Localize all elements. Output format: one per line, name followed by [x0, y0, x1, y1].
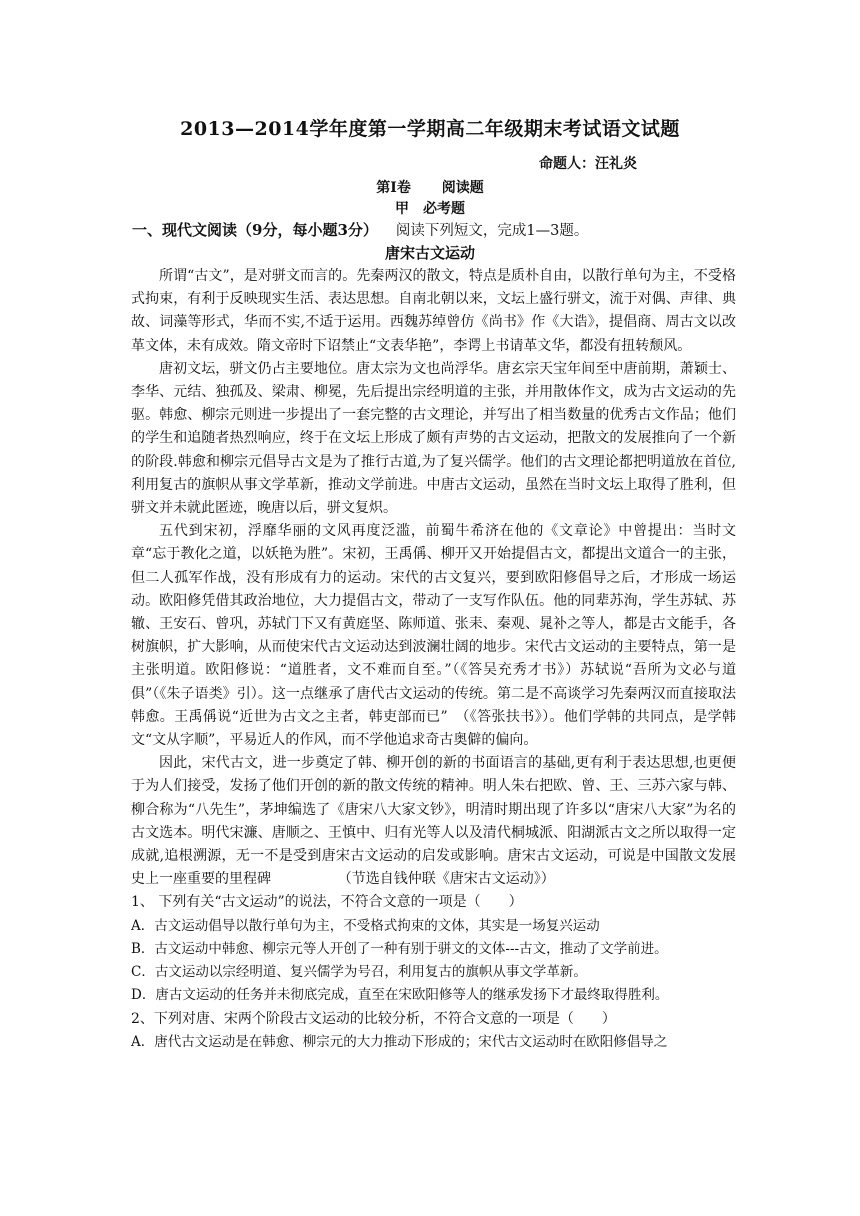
question-option: D．唐古文运动的任务并未彻底完成，直至在宋欧阳修等人的继承发扬下才最终取得胜利。 — [131, 987, 669, 1004]
question-stem: 1、 下列有关“古文运动”的说法，不符合文意的一项是（ ） — [131, 894, 523, 911]
article-title: 唐宋古文运动 — [384, 244, 475, 262]
question-option: B．古文运动中韩愈、柳宗元等人开创了一种有别于骈文的文体---古文，推动了文学前进。 — [131, 940, 668, 957]
question-option: A．唐代古文运动是在韩愈、柳宗元的大力推动下形成的；宋代古文运动时在欧阳修倡导之 — [131, 1033, 668, 1050]
author-line: 命题人：汪礼炎 — [539, 156, 637, 172]
section-heading — [132, 219, 732, 240]
exam-title: 2013—2014学年度第一学期高二年级期末考试语文试题 — [180, 118, 680, 140]
article-paragraph: 唐初文坛，骈文仍占主要地位。唐太宗为文也尚浮华。唐玄宗天宝年间至中唐前期，萧颖士、李华、元结、独孤及、梁肃、柳冕，先后提出宗经明道的主张，并用散体作文，成为古文运动的先驱。韩愈、柳宗元则进一步提出了一套完整的古文理论，并写出了相当数量的优秀古文作品；他们的学生和追随者热烈响应，终于在文坛上形成了颇有声势的古文运动，把散文的发展推向了一个新的阶段.韩愈和柳宗元倡导古文是为了推行古道,为了复兴儒学。他们的古文理论都把明道放在首位,利用复古的旗帜从事文学革新，推动文学前进。中唐古文运动，虽然在当时文坛上取得了胜利，但骈文并未就此匿迹，晚唐以后，骈文复炽。 — [131, 360, 736, 517]
section-title: 一、现代文阅读（9分，每小题3分） — [132, 221, 378, 239]
section-instruction: 阅读下列短文，完成1—3题。 — [395, 223, 589, 239]
question-stem: 2、下列对唐、宋两个阶段古文运动的比较分析，不符合文意的一项是（ ） — [131, 1010, 616, 1027]
volume-heading: 第Ⅰ卷 阅读题 — [376, 180, 484, 196]
question-option: A．古文运动倡导以散行单句为主，不受格式拘束的文体，其实是一场复兴运动 — [131, 917, 600, 934]
article-paragraph-last — [131, 752, 736, 891]
article-paragraph: 五代到宋初，浮靡华丽的文风再度泛滥，前蜀牛希济在他的《文章论》中曾提出：当时文章“忘于教化之道，以妖艳为胜”。宋初，王禹偁、柳开又开始提倡古文，都提出文道合一的主张，但二人孤军作战，没有形成有力的运动。宋代的古文复兴，要到欧阳修倡导之后，才形成一场运动。欧阳修凭借其政治地位，大力提倡古文，带动了一支写作队伍。他的同辈苏洵，学生苏轼、苏辙、王安石、曾巩，苏轼门下又有黄庭坚、陈师道、张耒、秦观、晁补之等人，都是古文能手，各树旗帜，扩大影响，从而使宋代古文运动达到波澜壮阔的地步。宋代古文运动的主要特点，第一是主张明道。欧阳修说：“道胜者，文不难而自至。”（《答吴充秀才书》）苏轼说“吾所为文必与道俱”（《朱子语类》引）。这一点继承了唐代古文运动的传统。第二是不高谈学习先秦两汉而直接取法韩愈。王禹偁说“近世为古文之主者，韩吏部而已” （《答张扶书》）。他们学韩的共同点，是学韩文“文从字顺”，平易近人的作风，而不学他追求奇古奥僻的偏向。 — [131, 523, 736, 749]
subsection-heading: 甲 必考题 — [395, 201, 465, 217]
article-source: （节选自钱仲联《唐宋古文运动》） — [337, 871, 555, 888]
article-body — [131, 265, 736, 1054]
article-paragraph: 所谓“古文”，是对骈文而言的。先秦两汉的散文，特点是质朴自由，以散行单句为主，不受格式拘束，有利于反映现实生活、表达思想。自南北朝以来，文坛上盛行骈文，流于对偶、声律、典故、词藻等形式，华而不实,不适于运用。西魏苏绰曾仿《尚书》作《大诰》，提倡商、周古文以改革文体，未有成效。隋文帝时下诏禁止“文表华艳”，李谔上书请革文华，都没有扭转颓风。 — [131, 268, 736, 354]
article-paragraph-text: 因此，宋代古文，进一步奠定了韩、柳开创的新的书面语言的基础,更有利于表达思想,也更便于为人们接受，发扬了他们开创的新的散文传统的精神。明人朱右把欧、曾、王、三苏六家与韩、柳合称为“八先生”，茅坤编选了《唐宋八大家文钞》，明清时期出现了许多以“唐宋八大家”为名的古文选本。明代宋濂、唐顺之、王慎中、归有光等人以及清代桐城派、阳湖派古文之所以取得一定成就,追根溯源，无一不是受到唐宋古文运动的启发或影响。唐宋古文运动，可说是中国散文发展史上一座重要的里程碑 — [131, 755, 736, 888]
question-option: C．古文运动以宗经明道、复兴儒学为号召，利用复古的旗帜从事文学革新。 — [131, 964, 587, 981]
